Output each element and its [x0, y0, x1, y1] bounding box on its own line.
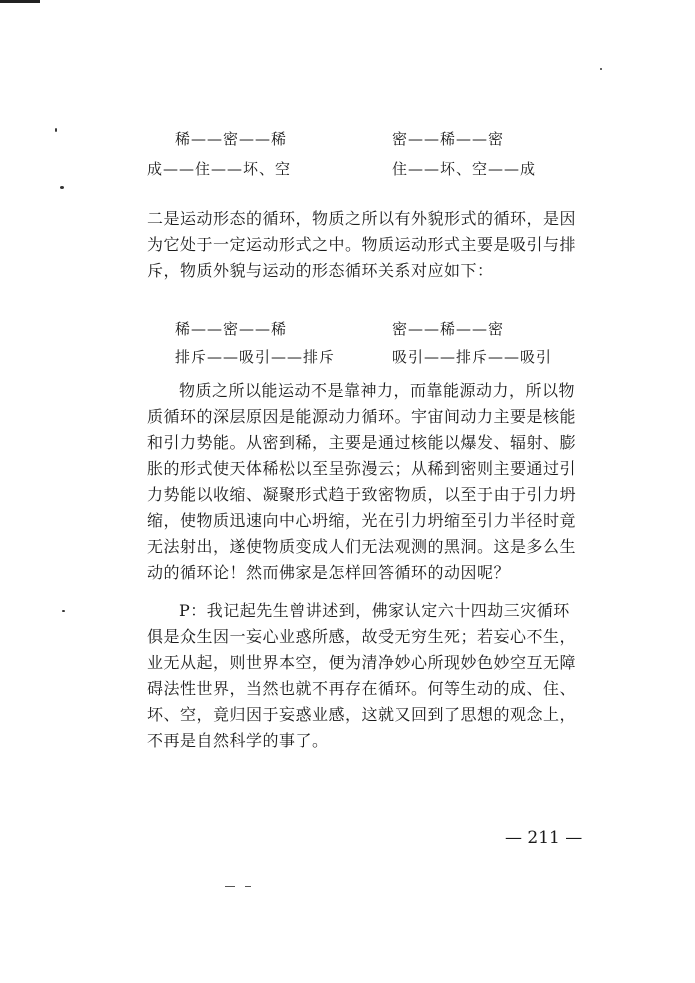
paragraph-buddhist-view [147, 598, 577, 754]
scan-speck [55, 128, 57, 132]
scan-speck [60, 186, 64, 189]
diagram2-right-bottom: 吸引——排斥——吸引 [392, 348, 553, 366]
diagram2-right-top: 密——稀——密 [392, 320, 505, 338]
paragraph-motion-cycle [147, 206, 577, 284]
paragraph-text: 物质之所以能运动不是靠神力，而靠能源动力，所以物质循环的深层原因是能源动力循环。宇宙间动力主要是核能和引力势能。从密到稀，主要是通过核能以爆发、辐射、膨胀的形式使天体稀松以至呈弥漫云；从稀到密则主要通过引力势能以收缩、凝聚形式趋于致密物质，以至于由于引力坍缩，使物质迅速向中心坍缩，光在引力坍缩至引力半径时竟无法射出，遂使物质变成人们无法观测的黑洞。这是多么生动的循环论！然而佛家是怎样回答循环的动因呢？ [147, 381, 577, 582]
scan-speck [62, 610, 65, 612]
diagram2-left-top: 稀——密——稀 [175, 320, 288, 338]
page-number: — 211 — [505, 828, 583, 848]
paragraph-text: 二是运动形态的循环，物质之所以有外貌形式的循环，是因为它处于一定运动形式之中。物质运动形式主要是吸引与排斥，物质外貌与运动的形态循环关系对应如下： [147, 209, 577, 280]
scan-speck [600, 68, 602, 70]
scan-mark [245, 886, 251, 887]
paragraph-energy-cycle [147, 378, 577, 586]
diagram1-right-top: 密——稀——密 [392, 130, 505, 148]
diagram2-left-bottom: 排斥——吸引——排斥 [175, 348, 336, 366]
diagram1-right-bottom: 住——坏、空——成 [392, 160, 537, 178]
paragraph-text: P：我记起先生曾讲述到，佛家认定六十四劫三灾循环俱是众生因一妄心业惑所感，故受无穷生死；若妄心不生，业无从起，则世界本空，便为清净妙心所现妙色妙空互无障碍法性世界，当然也就不再存在循环。何等生动的成、住、坏、空，竟归因于妄惑业感，这就又回到了思想的观念上，不再是自然科学的事了。 [147, 601, 577, 750]
diagram1-left-bottom: 成——住——坏、空 [147, 160, 292, 178]
page-edge-mark [0, 0, 40, 3]
scan-mark [225, 886, 235, 887]
diagram1-left-top: 稀——密——稀 [175, 130, 288, 148]
